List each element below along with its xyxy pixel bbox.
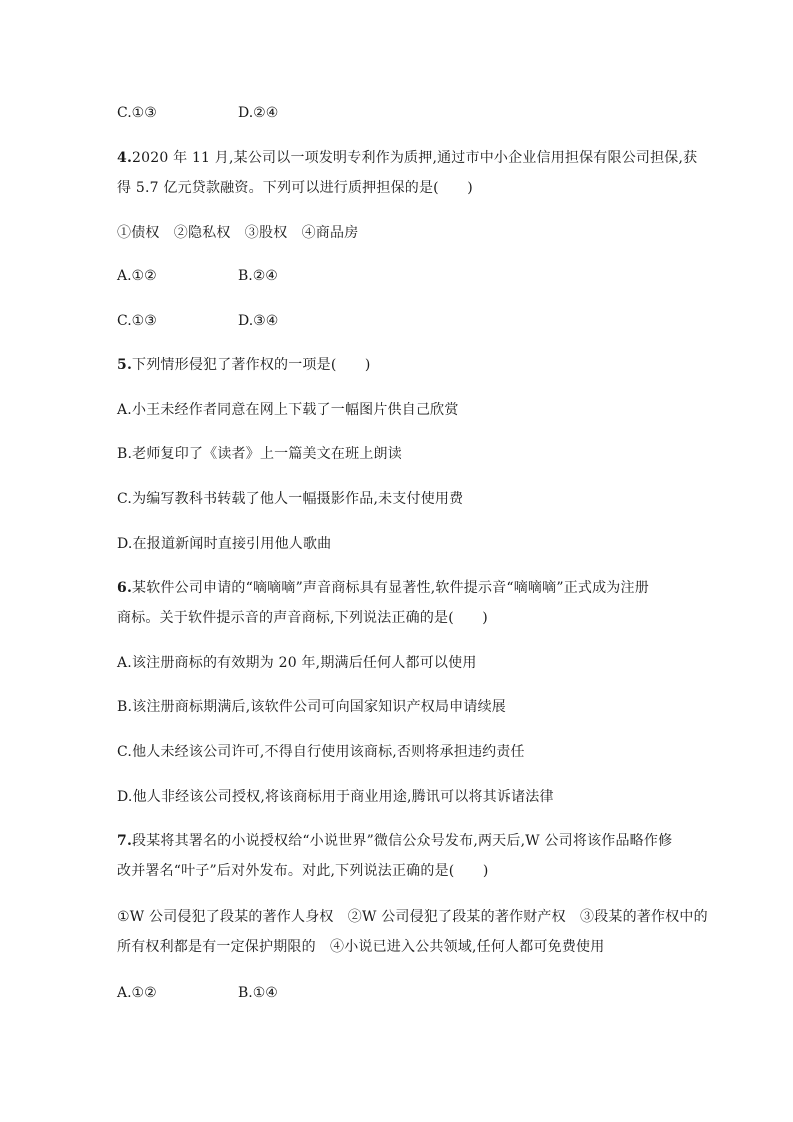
q5-number: 5.	[117, 357, 133, 373]
q4-stem-line1	[117, 148, 697, 168]
q4-items: ①债权 ②隐私权 ③股权 ④商品房	[117, 225, 359, 241]
q4-option-d: D.③④	[238, 313, 279, 329]
q3-option-c: C.①③	[117, 105, 157, 121]
q7-items-line1: ①W 公司侵犯了段某的著作人身权 ②W 公司侵犯了段某的著作财产权 ③段某的著作权中的	[117, 909, 708, 925]
q4-option-c: C.①③	[117, 313, 157, 329]
q3-option-d: D.②④	[238, 105, 279, 121]
q4-option-a: A.①②	[117, 268, 157, 284]
q4-option-b: B.②④	[238, 268, 278, 284]
q6-number: 6.	[117, 580, 133, 596]
q7-stem-line1	[117, 831, 672, 851]
q5-stem-text: 下列情形侵犯了著作权的一项是( )	[132, 357, 371, 373]
q7-option-b: B.①④	[238, 985, 278, 1001]
q7-stem-line2: 改并署名“叶子”后对外发布。对此,下列说法正确的是( )	[117, 863, 489, 879]
q5-option-c: C.为编写教科书转载了他人一幅摄影作品,未支付使用费	[117, 491, 464, 507]
q6-stem-line1	[117, 578, 649, 598]
q3-options-cd	[117, 103, 278, 123]
q7-option-a: A.①②	[117, 985, 157, 1001]
q4-number: 4.	[117, 150, 133, 166]
q6-option-b: B.该注册商标期满后,该软件公司可向国家知识产权局申请续展	[117, 699, 506, 715]
q6-stem-line2: 商标。关于软件提示音的声音商标,下列说法正确的是( )	[117, 610, 488, 626]
q7-items-line2: 所有权利都是有一定保护期限的 ④小说已进入公共领域,任何人都可免费使用	[117, 939, 605, 955]
q4-options-ab	[117, 266, 278, 286]
q6-option-c: C.他人未经该公司许可,不得自行使用该商标,否则将承担违约责任	[117, 744, 525, 760]
q6-option-a: A.该注册商标的有效期为 20 年,期满后任何人都可以使用	[117, 655, 477, 671]
q4-options-cd	[117, 311, 278, 331]
q7-number: 7.	[117, 833, 133, 849]
q6-stem-text1: 某软件公司申请的“嘀嘀嘀”声音商标具有显著性,软件提示音“嘀嘀嘀”正式成为注册	[132, 580, 649, 596]
q5-option-b: B.老师复印了《读者》上一篇美文在班上朗读	[117, 446, 402, 462]
q5-option-a: A.小王未经作者同意在网上下载了一幅图片供自己欣赏	[117, 402, 459, 418]
q5-option-d: D.在报道新闻时直接引用他人歌曲	[117, 536, 332, 552]
q4-stem-line2: 得 5.7 亿元贷款融资。下列可以进行质押担保的是( )	[117, 180, 473, 196]
q7-options-ab	[117, 983, 278, 1003]
q4-stem-text1: 2020 年 11 月,某公司以一项发明专利作为质押,通过市中小企业信用担保有限公司担保,获	[132, 150, 698, 166]
q6-option-d: D.他人非经该公司授权,将该商标用于商业用途,腾讯可以将其诉诸法律	[117, 789, 554, 805]
q5-stem	[117, 355, 371, 375]
q7-stem-text1: 段某将其署名的小说授权给“小说世界”微信公众号发布,两天后,W 公司将该作品略作修	[132, 833, 673, 849]
